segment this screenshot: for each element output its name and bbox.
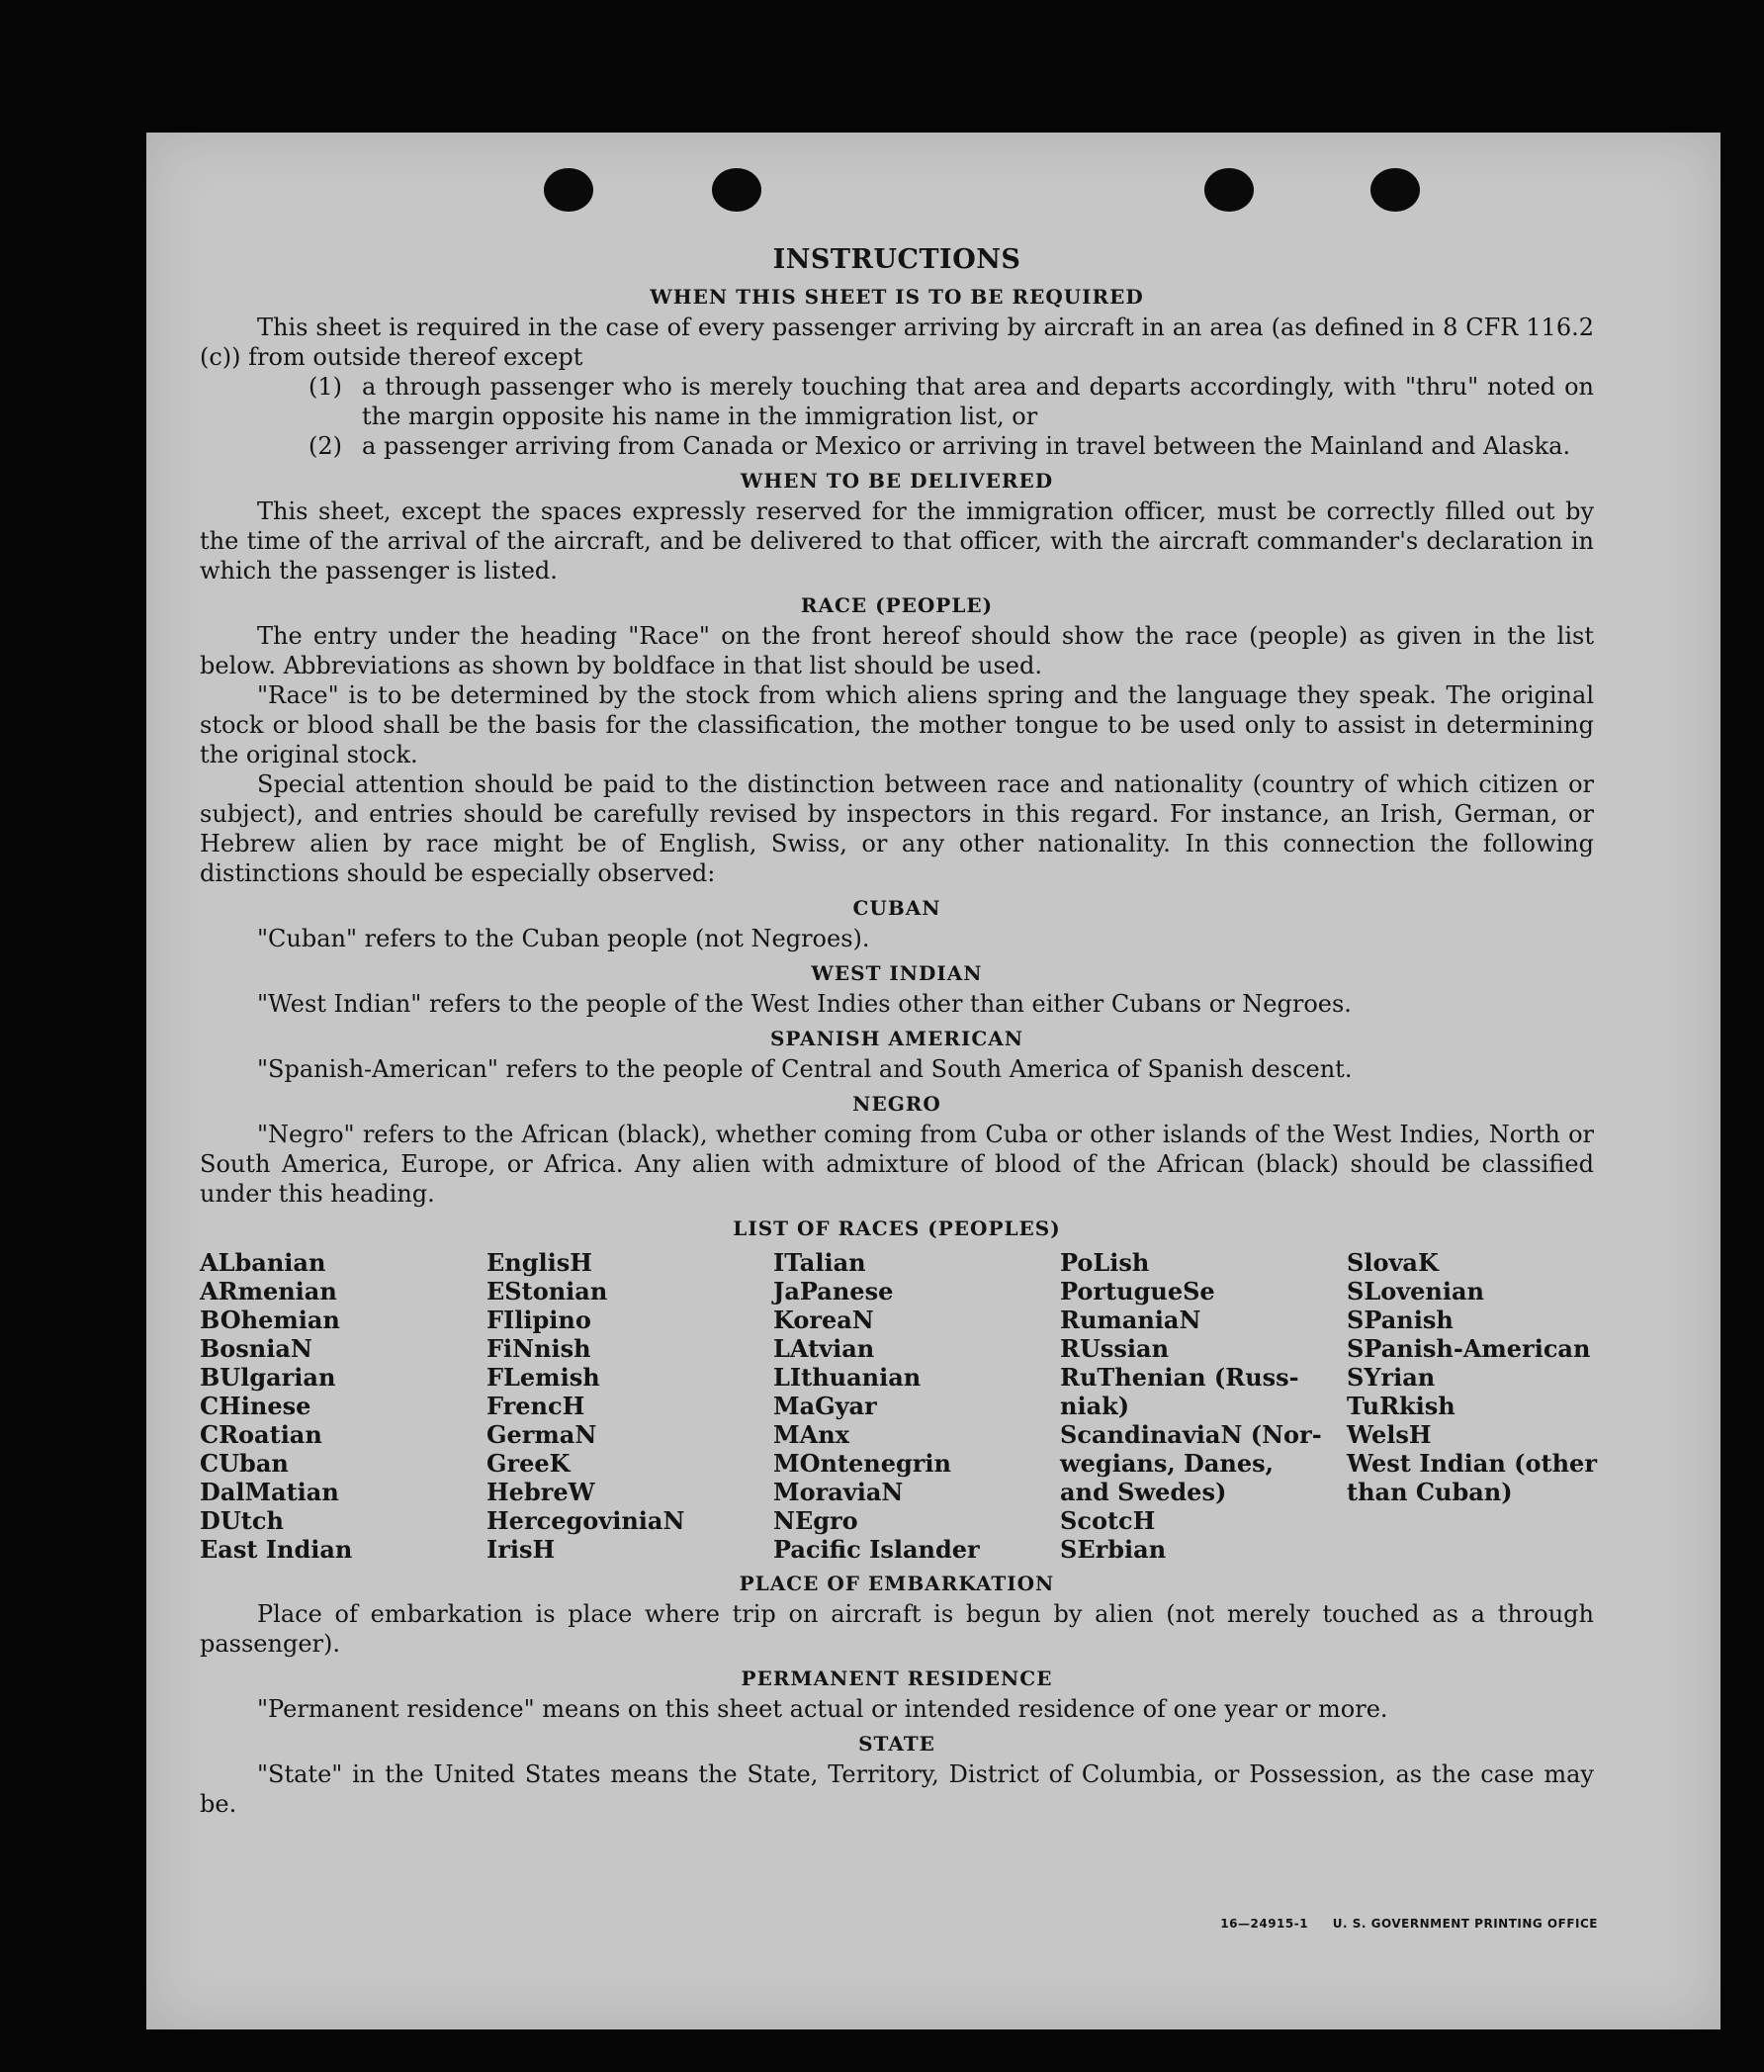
west-indian-text: "West Indian" refers to the people of the West Indies other than either Cubans or Negroes. — [257, 990, 1352, 1018]
races-column — [1347, 1248, 1633, 1564]
heading-west-indian: WEST INDIAN — [811, 961, 983, 985]
race-entry: RuThenian (Russ- — [1060, 1363, 1299, 1392]
race-entry: CUban — [200, 1449, 289, 1478]
heading-residence: PERMANENT RESIDENCE — [741, 1667, 1053, 1690]
punch-hole — [544, 168, 593, 212]
race-entry: IrisH — [486, 1535, 556, 1564]
race-entry: FLemish — [486, 1363, 600, 1392]
race-entry: JaPanese — [773, 1277, 894, 1306]
race-entry: MAnx — [773, 1420, 849, 1449]
race-entry: West Indian (other — [1347, 1449, 1597, 1478]
race-entry: MOntenegrin — [773, 1449, 951, 1478]
heading-delivered: WHEN TO BE DELIVERED — [740, 469, 1054, 493]
heading-list-of-races: LIST OF RACES (PEOPLES) — [733, 1216, 1061, 1240]
race-entry: ARmenian — [200, 1277, 337, 1306]
race-entry: and Swedes) — [1060, 1478, 1227, 1506]
race-entry: FrencH — [486, 1392, 585, 1420]
state-text: "State" in the United States means the State, Territory, District of Columbia, or Possession, as the case may be. — [200, 1760, 1594, 1818]
races-column — [486, 1248, 773, 1564]
race-entry: SErbian — [1060, 1535, 1167, 1564]
race-entry: CRoatian — [200, 1420, 322, 1449]
heading-spanish-american: SPANISH AMERICAN — [769, 1027, 1024, 1050]
race-entry: RumaniaN — [1060, 1306, 1201, 1334]
races-column — [200, 1248, 486, 1564]
race-entry: SlovaK — [1347, 1248, 1439, 1277]
race-entry: DUtch — [200, 1506, 284, 1535]
embarkation-text: Place of embarkation is place where trip on aircraft is begun by alien (not merely touched as a through passenger). — [200, 1600, 1594, 1658]
race-entry: GreeK — [486, 1449, 571, 1478]
race-entry: DalMatian — [200, 1478, 339, 1506]
exception-text: a passenger arriving from Canada or Mexico or arriving in travel between the Mainland and Alaska. — [362, 432, 1571, 460]
race-entry: SYrian — [1347, 1363, 1436, 1392]
race-entry: FiNnish — [486, 1334, 591, 1363]
race-entry: niak) — [1060, 1392, 1130, 1420]
races-column — [773, 1248, 1060, 1564]
race-paragraph: "Race" is to be determined by the stock from which aliens spring and the language they speak. The original stock or blood shall be the basis for the classification, the mother tongue to be used only to assist in determining the original stock. — [200, 681, 1594, 768]
race-entry: MaGyar — [773, 1392, 877, 1420]
race-entry: BOhemian — [200, 1306, 340, 1334]
race-entry: CHinese — [200, 1392, 311, 1420]
instructions-content — [200, 243, 1597, 1819]
race-paragraph: Special attention should be paid to the distinction between race and nationality (country of which citizen or subject), and entries should be carefully revised by inspectors in this regard. For instance, an Irish, German, or Hebrew alien by race might be of English, Swiss, or any other nationality. In this connection the following distinctions should be especially observed: — [200, 770, 1594, 887]
race-entry: SPanish-American — [1347, 1334, 1591, 1363]
exception-item — [200, 431, 1594, 461]
race-entry: EnglisH — [486, 1248, 592, 1277]
heading-cuban: CUBAN — [852, 896, 941, 920]
negro-text: "Negro" refers to the African (black), whether coming from Cuba or other islands of the West Indies, North or South America, Europe, or Africa. Any alien with admixture of blood of the African (black) should be classified under this heading. — [200, 1121, 1594, 1208]
residence-text: "Permanent residence" means on this sheet actual or intended residence of one year or more. — [257, 1695, 1388, 1723]
form-number: 16—24915-1 — [1220, 1917, 1309, 1931]
races-list — [200, 1248, 1597, 1564]
race-paragraph: The entry under the heading "Race" on the front hereof should show the race (people) as given in the list below. Abbreviations as shown by boldface in that list should be used. — [200, 622, 1594, 679]
required-intro: This sheet is required in the case of every passenger arriving by aircraft in an area (as defined in 8 CFR 116.2 (c)) from outside thereof except — [200, 314, 1594, 371]
race-entry: SLovenian — [1347, 1277, 1484, 1306]
spanish-american-text: "Spanish-American" refers to the people of Central and South America of Spanish descent. — [257, 1055, 1353, 1083]
printer-imprint — [1200, 1917, 1598, 1931]
race-entry: BosniaN — [200, 1334, 312, 1363]
punch-hole — [1370, 168, 1420, 212]
printer-name: U. S. GOVERNMENT PRINTING OFFICE — [1332, 1917, 1598, 1931]
punch-hole — [1204, 168, 1254, 212]
race-entry: BUlgarian — [200, 1363, 336, 1392]
race-entry: HercegoviniaN — [486, 1506, 685, 1535]
race-entry: KoreaN — [773, 1306, 874, 1334]
punch-hole — [712, 168, 761, 212]
race-entry: RUssian — [1060, 1334, 1170, 1363]
delivered-text: This sheet, except the spaces expressly reserved for the immigration officer, must be correctly filled out by the time of the arrival of the aircraft, and be delivered to that officer, with the aircraft commander's declaration in which the passenger is listed. — [200, 497, 1594, 585]
page-title: INSTRUCTIONS — [772, 244, 1021, 275]
heading-state: STATE — [858, 1732, 935, 1756]
heading-race: RACE (PEOPLE) — [800, 593, 994, 617]
race-entry: FIlipino — [486, 1306, 591, 1334]
race-entry: GermaN — [486, 1420, 597, 1449]
race-entry: than Cuban) — [1347, 1478, 1513, 1506]
race-entry: ScandinaviaN (Nor- — [1060, 1420, 1322, 1449]
race-entry: ALbanian — [200, 1248, 326, 1277]
races-column — [1060, 1248, 1347, 1564]
race-entry: SPanish — [1347, 1306, 1454, 1334]
race-entry: MoraviaN — [773, 1478, 904, 1506]
heading-required: WHEN THIS SHEET IS TO BE REQUIRED — [650, 285, 1144, 309]
exception-item — [200, 372, 1594, 431]
race-entry: LAtvian — [773, 1334, 875, 1363]
exception-number: (2) — [309, 432, 342, 460]
document-sheet — [146, 133, 1720, 2029]
race-entry: wegians, Danes, — [1060, 1449, 1274, 1478]
race-entry: LIthuanian — [773, 1363, 922, 1392]
exception-text: a through passenger who is merely touching that area and departs accordingly, with "thru" noted on the margin opposite his name in the immigration list, or — [362, 373, 1594, 430]
race-entry: ITalian — [773, 1248, 866, 1277]
heading-negro: NEGRO — [852, 1092, 941, 1116]
race-entry: Pacific Islander — [773, 1535, 980, 1564]
race-entry: TuRkish — [1347, 1392, 1455, 1420]
race-entry: PortugueSe — [1060, 1277, 1215, 1306]
race-entry: EStonian — [486, 1277, 608, 1306]
race-entry: WelsH — [1347, 1420, 1432, 1449]
race-entry: HebreW — [486, 1478, 595, 1506]
race-entry: PoLish — [1060, 1248, 1150, 1277]
exception-number: (1) — [309, 373, 342, 401]
race-entry: ScotcH — [1060, 1506, 1156, 1535]
race-entry: NEgro — [773, 1506, 858, 1535]
heading-embarkation: PLACE OF EMBARKATION — [739, 1572, 1055, 1595]
cuban-text: "Cuban" refers to the Cuban people (not Negroes). — [257, 925, 870, 952]
race-entry: East Indian — [200, 1535, 353, 1564]
